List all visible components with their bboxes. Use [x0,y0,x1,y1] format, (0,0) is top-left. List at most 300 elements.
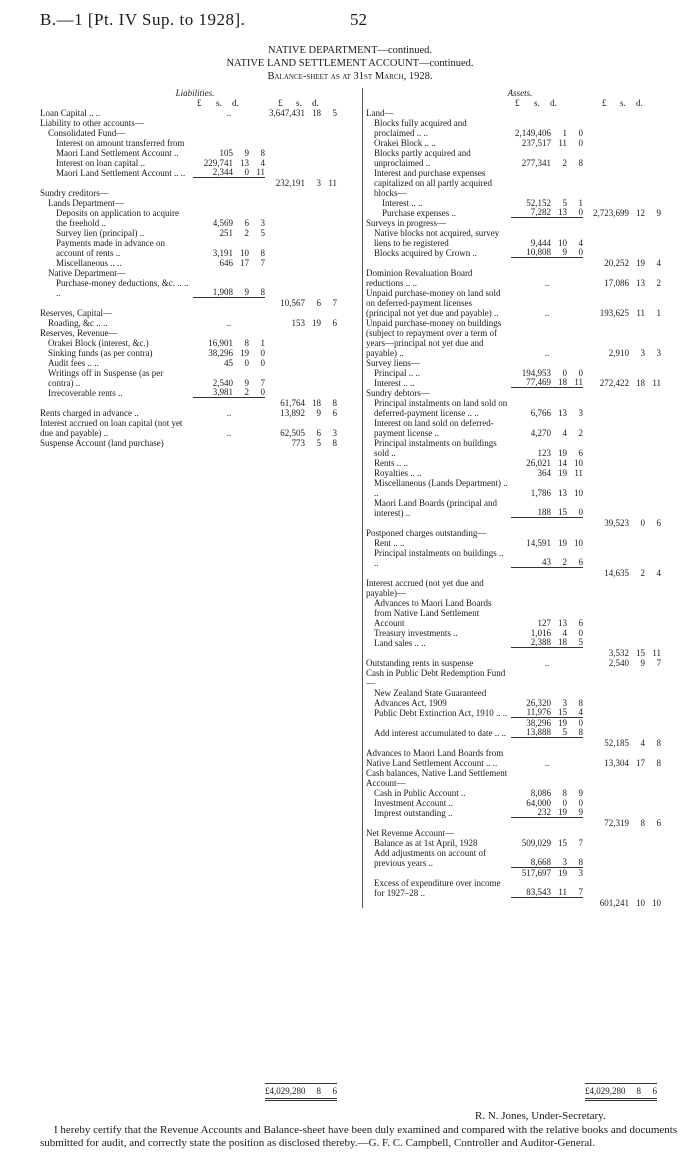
ledger-row [366,868,674,878]
pence: 8 [260,287,265,297]
liabilities-total [265,1083,337,1101]
row-label [366,258,508,268]
shillings: 18 [312,108,321,118]
pence: 6 [332,408,337,418]
amount [265,178,337,188]
amount [265,438,337,448]
amount [511,838,583,848]
pence: 8 [578,158,583,168]
ledger-row [40,408,350,418]
row-label: Blocks fully acquired and proclaimed .. .. [374,118,467,138]
pence: 8 [332,398,337,408]
department-title: NATIVE DEPARTMENT—continued. [267,45,433,56]
pounds: 123 [537,448,551,458]
pence: 7 [332,298,337,308]
pounds: 509,029 [521,838,551,848]
shillings: 15 [636,648,645,658]
ledger-row [366,318,674,358]
shillings: 14 [558,458,567,468]
row-label: Sinking funds (as per contra) [48,348,153,358]
pence: 4 [656,258,661,268]
ledger-row [366,108,674,118]
row-label: Writings off in Suspense (as per contra) .. [48,368,164,388]
pence: 9 [578,788,583,798]
row-label: Maori Land Boards (principal and interest) .. [374,498,497,518]
pounds: 52,152 [526,198,551,208]
ledger-row [366,458,674,468]
row-label: Add adjustments on account of previous years .. [374,848,486,868]
row-label [366,518,508,528]
ledger-row [366,548,674,568]
pence: 0 [260,358,265,368]
row-label: Public Debt Extinction Act, 1910 .. .. [374,708,508,718]
row-label: Purchase-money deductions, &c. .. .. .. [56,278,189,298]
row-label: Advances to Maori Land Boards from Native Land Settlement Account [374,598,492,628]
row-label: Unpaid purchase-money on land sold on deferred-payment licenses (principal not yet due and payable) .. [366,288,501,318]
blank-value: .. [544,758,550,768]
pence: 7 [656,658,661,668]
ledger-row [40,348,350,358]
pence: 5 [260,228,265,238]
row-label: Postponed charges outstanding— [366,528,487,538]
row-label: Purchase expenses .. [382,208,456,218]
ledger-row [366,748,674,768]
ledger-row [366,248,674,258]
row-label: Blocks partly acquired and unproclaimed .. [374,148,471,168]
pounds: 10,567 [280,298,305,308]
ledger-row [366,768,674,788]
page-number: 52 [350,10,367,29]
liabilities-table [40,88,350,448]
ledger-row [366,288,674,318]
ledger-row [366,818,674,828]
pence: 5 [578,637,583,647]
shillings: 5 [562,198,567,208]
shillings: 2 [244,228,249,238]
row-label: Sundry creditors— [40,188,109,198]
pence: 8 [656,738,661,748]
row-label: Unpaid purchase-money on buildings (subject to repayment over a term of years—principal not yet due and payable) .. [366,318,502,358]
currency-unit: d. [550,98,557,108]
currency-unit: d. [312,98,319,108]
pounds: 17,086 [604,278,629,288]
shillings: 19 [558,807,567,817]
balance-sheet-title: Balance-sheet as at 31st March, 1928. [267,71,433,82]
pounds: £4,029,280 [265,1086,306,1096]
row-label: Lands Department— [48,198,124,208]
shillings: 6 [244,218,249,228]
pence: 11 [652,378,661,388]
pence: 7 [578,887,583,897]
pence: 0 [578,798,583,808]
ledger-row [40,318,350,328]
pence: 6 [652,1086,657,1096]
liabilities-heading: Liabilities. [175,88,215,98]
amount [589,278,661,288]
pence: 0 [578,138,583,148]
title-block [0,44,700,83]
shillings: 19 [312,318,321,328]
ledger-row [366,878,674,898]
row-label: Deposits on application to acquire the freehold .. [56,208,179,228]
ledger-row [366,498,674,518]
row-label [366,818,508,828]
shillings: 10 [558,238,567,248]
row-label: Irrecoverable rents .. [48,388,123,398]
shillings: 9 [244,378,249,388]
currency-unit: £ [278,98,283,108]
shillings: 13 [558,488,567,498]
pence: 11 [574,468,583,478]
pence: 10 [574,458,583,468]
ledger-row [366,738,674,748]
row-label: Reserves, Revenue— [40,328,118,338]
pence: 9 [578,807,583,817]
shillings: 2 [640,568,645,578]
shillings: 19 [558,538,567,548]
pounds: 232 [537,807,551,817]
shillings: 17 [636,758,645,768]
ledger-row [40,188,350,198]
row-label: Interest .. .. [374,378,415,388]
pence: 0 [260,348,265,358]
currency-unit: d. [636,98,643,108]
pounds: 43 [542,557,551,567]
blank-value: .. [544,658,550,668]
ledger-row [40,238,350,258]
amount [193,228,265,238]
ledger-row [40,138,350,158]
shillings: 19 [240,348,249,358]
blank-value: .. [226,318,232,328]
pounds: 272,422 [599,378,629,388]
shillings: 13 [636,278,645,288]
pounds: 2,910 [608,348,629,358]
pounds: 127 [537,618,551,628]
pence: 10 [652,898,661,908]
row-label [366,718,508,728]
ledger-row [40,128,350,138]
pence: 7 [260,378,265,388]
row-label: Principal instalments on buildings sold .. [374,438,497,458]
pence: 6 [578,618,583,628]
shillings: 10 [636,898,645,908]
amount [265,1086,337,1096]
ledger-row [366,808,674,818]
pence: 7 [260,258,265,268]
ledger-row [40,258,350,268]
row-label: Orakei Block (interest, &c.) [48,338,149,348]
pounds: 2,344 [212,167,233,177]
row-label: Orakei Block .. .. [374,138,436,148]
amount [589,518,661,528]
pounds: 13,888 [526,727,551,737]
shillings: 8 [316,1086,321,1096]
row-label: Interest on land sold on deferred-payment license .. [374,418,494,438]
row-label: Cash in Public Account .. [374,788,466,798]
pounds: 1,908 [212,287,233,297]
assets-heading: Assets. [507,88,533,98]
blank-value: .. [226,108,232,118]
ledger-row [40,438,350,448]
shillings: 2 [562,557,567,567]
pounds: 1,786 [530,488,551,498]
shillings: 4 [562,628,567,638]
pence: 6 [656,818,661,828]
shillings: 9 [640,658,645,668]
amount [511,618,583,628]
ledger-row [366,398,674,418]
pounds: 14,635 [604,568,629,578]
row-label: Blocks acquired by Crown .. [374,248,477,258]
pounds: 773 [291,438,305,448]
ledger-row [366,728,674,738]
row-label: Cash balances, Native Land Settlement Account— [366,768,508,788]
row-label: Interest on amount transferred from Maori Land Settlement Account .. [56,138,185,158]
pence: 4 [578,238,583,248]
row-label [366,868,508,878]
assets-table [362,88,674,908]
shillings: 9 [562,247,567,257]
pounds: 64,000 [526,798,551,808]
amount [589,308,661,318]
amount [193,248,265,258]
row-label: Consolidated Fund— [48,128,126,138]
shillings: 4 [562,428,567,438]
pounds: 105 [219,148,233,158]
amount [511,247,583,258]
ledger-row [40,208,350,228]
ledger-row [366,598,674,628]
row-label: Investment Account .. [374,798,453,808]
pence: 1 [260,338,265,348]
pounds: 8,086 [530,788,551,798]
pence: 8 [260,148,265,158]
pence: 4 [260,158,265,168]
pounds: 45 [224,358,233,368]
ledger-row [366,268,674,288]
currency-unit: £ [602,98,607,108]
row-label: Survey liens— [366,358,420,368]
ledger-row [366,218,674,228]
amount [589,568,661,578]
pounds: 52,185 [604,738,629,748]
shillings: 3 [640,348,645,358]
blank-value: .. [544,308,550,318]
pounds: 62,505 [280,428,305,438]
amount [193,387,265,398]
ledger-row [366,378,674,388]
signature: R. N. Jones, Under-Secretary. [475,1110,606,1122]
row-label: Interest on loan capital .. [56,158,145,168]
pounds: 193,625 [599,308,629,318]
pounds: 39,523 [604,518,629,528]
row-label: Interest .. .. [382,198,423,208]
row-label: Land sales .. .. [374,638,426,648]
row-label: Interest and purchase expenses capitalized on all partly acquired blocks— [374,168,492,198]
pounds: 6,766 [530,408,551,418]
amount [511,557,583,568]
page-header [40,10,672,36]
amount [193,287,265,298]
pence: 11 [652,648,661,658]
pounds: 72,319 [604,818,629,828]
shillings: 19 [558,868,567,878]
amount [585,1086,657,1096]
amount [589,738,661,748]
pounds: 251 [219,228,233,238]
pounds: 2,723,699 [593,208,629,218]
ledger-row [40,278,350,298]
row-label: Reserves, Capital— [40,308,112,318]
shillings: 18 [558,377,567,387]
amount [589,658,661,668]
shillings: 8 [244,338,249,348]
pounds: 26,320 [526,698,551,708]
pence: 0 [578,368,583,378]
row-label: Payments made in advance on account of rents .. [56,238,165,258]
row-label: Interest accrued on loan capital (not yet due and payable) .. [40,418,183,438]
ledger-row [40,418,350,438]
pounds: 2,540 [212,378,233,388]
shillings: 6 [316,298,321,308]
pounds: 3,981 [212,387,233,397]
shillings: 3 [316,178,321,188]
amount [511,458,583,468]
pence: 11 [328,178,337,188]
amount [589,818,661,828]
pence: 6 [578,448,583,458]
ledger-row [40,308,350,318]
shillings: 8 [636,1086,641,1096]
row-label: Rent .. .. [374,538,405,548]
pounds: 20,252 [604,258,629,268]
ledger-row [366,788,674,798]
row-label [40,398,190,408]
amount [193,167,265,178]
shillings: 18 [636,378,645,388]
row-label: Roading, &c .. .. [48,318,108,328]
ledger-row [366,118,674,138]
shillings: 6 [316,428,321,438]
row-label: Loan Capital .. .. [40,108,101,118]
ledger-row [366,228,674,248]
row-label: Advances to Maori Land Boards from Native Land Settlement Account .. .. [366,748,504,768]
row-label: Excess of expenditure over income for 1927–28 .. [374,878,501,898]
amount [589,208,661,218]
amount [511,538,583,548]
amount [589,258,661,268]
ledger-row [366,388,674,398]
pounds: 188 [537,507,551,517]
shillings: 18 [312,398,321,408]
amount [589,648,661,658]
pence: 8 [260,248,265,258]
amount [193,258,265,268]
assets-total [585,1083,657,1101]
pence: 8 [656,758,661,768]
row-label: Royalties .. .. [374,468,422,478]
pounds: 1,016 [530,628,551,638]
shillings: 5 [562,727,567,737]
pence: 3 [656,348,661,358]
row-label: Audit fees .. .. [48,358,99,368]
pence: 8 [578,698,583,708]
pence: 0 [260,387,265,397]
blank-value: .. [226,428,232,438]
shillings: 10 [240,248,249,258]
shillings: 13 [558,618,567,628]
pence: 10 [574,488,583,498]
row-label: Suspense Account (land purchase) [40,438,164,448]
pounds: 646 [219,258,233,268]
pence: 9 [656,208,661,218]
pounds: 517,697 [521,868,551,878]
ledger-row [366,138,674,148]
pence: 0 [578,247,583,257]
shillings: 2 [244,387,249,397]
pounds: 7,282 [530,207,551,217]
shillings: 19 [558,448,567,458]
pence: 3 [578,868,583,878]
row-label: Rents charged in advance .. [40,408,139,418]
shillings: 17 [240,258,249,268]
row-label: Survey lien (principal) .. [56,228,145,238]
document-reference: B.—1 [Pt. IV Sup. to 1928]. [40,10,246,29]
pence: 4 [578,707,583,717]
shillings: 0 [640,518,645,528]
ledger-row [366,658,674,668]
currency-unit: £ [515,98,520,108]
shillings: 8 [562,788,567,798]
pounds: 277,341 [521,158,551,168]
pence: 6 [332,318,337,328]
pence: 6 [332,1086,337,1096]
amount [511,207,583,218]
amount [589,898,661,908]
amount [193,148,265,158]
ledger-row [366,468,674,478]
pence: 0 [578,718,583,728]
shillings: 0 [244,167,249,177]
row-label: Land— [366,108,394,118]
pounds: 14,591 [526,538,551,548]
row-label: Miscellaneous .. .. [56,258,122,268]
currency-unit: s. [216,98,222,108]
shillings: 0 [244,358,249,368]
pounds: 77,469 [526,377,551,387]
ledger-row [366,848,674,868]
currency-header [366,98,674,108]
row-label: Miscellaneous (Lands Department) .. .. [374,478,508,498]
shillings: 5 [316,438,321,448]
pounds: 11,976 [526,707,551,717]
pounds: 16,901 [208,338,233,348]
pence: 0 [578,128,583,138]
pence: 11 [256,167,265,177]
ledger-row [366,538,674,548]
shillings: 9 [244,287,249,297]
ledger-row [366,648,674,658]
ledger-row [40,178,350,188]
blank-value: .. [544,278,550,288]
shillings: 9 [244,148,249,158]
row-label [40,298,190,308]
pounds: 2,149,406 [515,128,551,138]
blank-value: .. [226,408,232,418]
ledger-row [366,528,674,538]
amount [265,408,337,418]
